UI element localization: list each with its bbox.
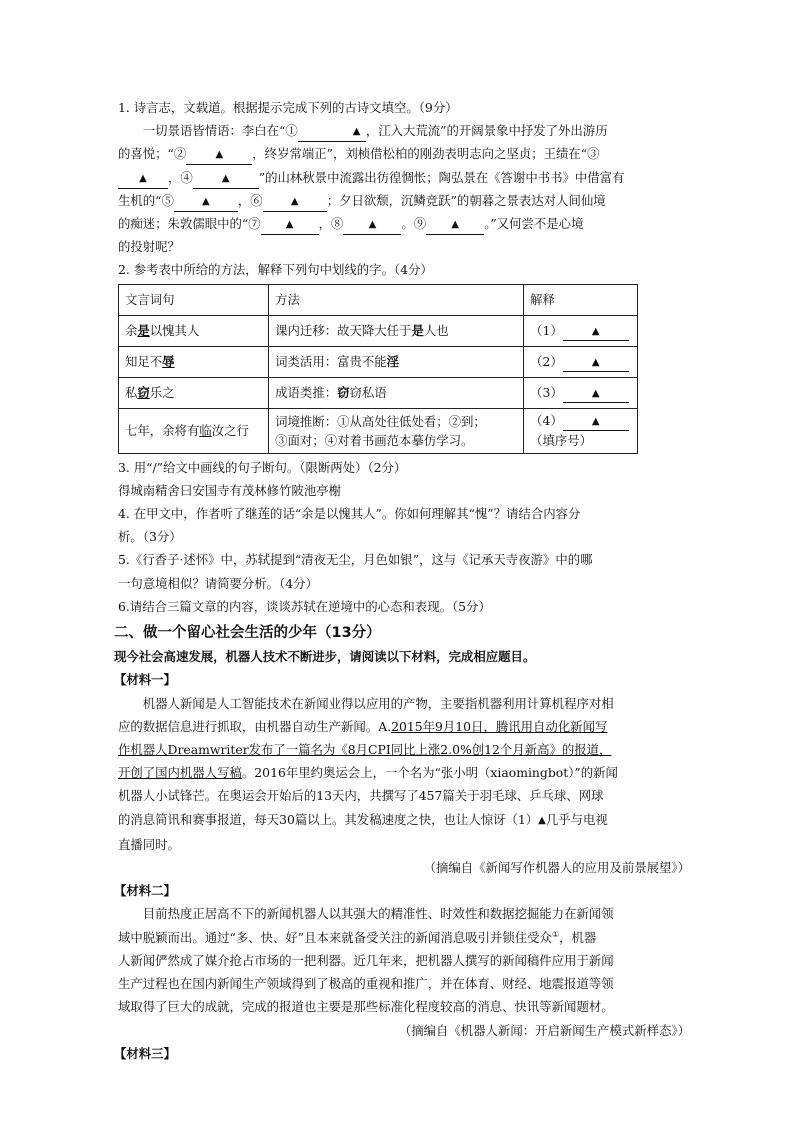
blank-3[interactable]: ▲ — [118, 170, 168, 189]
table-cell: （4） ▲ （填序号） — [524, 408, 638, 453]
exam-page — [114, 96, 690, 1065]
q1-line: 的喜悦；“② ▲ ，终岁常端正”，刘桢借松柏的刚劲表明志向之坚贞；王绩在“③ — [118, 142, 678, 165]
table-cell: （3） ▲ — [524, 377, 638, 408]
answer-blank[interactable]: ▲ — [563, 355, 629, 372]
material-label: 【材料三】 — [114, 1045, 176, 1061]
q3-text: 得城南精舍曰安国寺有茂林修竹陂池亭榭 — [118, 482, 342, 498]
q1-line: 的痴迷；朱敦儒眼中的“⑦ ▲ ，⑧ ▲ 。⑨ ▲ 。”又何尝不是心境 — [118, 212, 678, 235]
material-label: 【材料二】 — [114, 883, 176, 899]
footnote-mark: ① — [551, 929, 560, 939]
table-row — [119, 315, 638, 346]
blank-6[interactable]: ▲ — [263, 193, 327, 212]
table-cell: 余是以愧其人 — [119, 315, 269, 346]
section-intro: 现今社会高速发展，机器人技术不断进步，请阅读以下材料，完成相应题目。 — [114, 649, 536, 665]
blank-9[interactable]: ▲ — [426, 216, 484, 235]
answer-blank[interactable]: ▲ — [563, 386, 629, 403]
q1-line: 一切景语皆情语：李白在“① ▲ ，江入大荒流”的开阔景象中抒发了外出游历 — [118, 119, 678, 142]
blank-4[interactable]: ▲ — [193, 170, 259, 189]
material-source: （摘编自《机器人新闻：开启新闻生产模式新样态》） — [398, 1022, 690, 1038]
blank-5[interactable]: ▲ — [174, 193, 238, 212]
material-source: （摘编自《新闻写作机器人的应用及前景展望》） — [423, 860, 690, 876]
q5-line: 5.《行香子·述怀》中，苏轼提到“清夜无尘，月色如银”，这与《记承天寺夜游》中的哪 — [118, 552, 593, 568]
blank-1[interactable]: ▲ — [298, 123, 366, 142]
answer-blank[interactable]: ▲ — [538, 814, 546, 826]
table-cell: 词类活用：富贵不能淫 — [269, 346, 524, 377]
table-cell: （1） ▲ — [524, 315, 638, 346]
q4-line: 析。（3分） — [118, 529, 182, 545]
table-cell: 词境推断：①从高处往低处看；②到； ③面对；④对着书画范本摹仿学习。 — [269, 408, 524, 453]
material-line: 应的数据信息进行抓取，由机器自动生产新闻。A.2015年9月10日，腾讯用自动化新闻写 — [118, 718, 608, 734]
material-line: 人新闻俨然成了媒介抢占市场的一把利器。近几年来，把机器人撰写的新闻稿件应用于新闻 — [118, 952, 614, 968]
q2-table — [118, 284, 638, 454]
table-cell: （2） ▲ — [524, 346, 638, 377]
material-line: 机器人新闻是人工智能技术在新闻业得以应用的产物，主要指机器利用计算机程序对相 — [142, 695, 614, 711]
table-row — [119, 408, 638, 453]
table-cell: 七年，余将有临汝之行 — [119, 408, 269, 453]
section-title: 二、做一个留心社会生活的少年（13分） — [114, 625, 381, 642]
table-header-row — [119, 284, 638, 315]
material-label: 【材料一】 — [114, 672, 176, 688]
q3-heading: 3. 用“/”给文中画线的句子断句。（限断两处）（2分） — [118, 459, 407, 475]
table-header: 解释 — [524, 284, 638, 315]
table-cell: 成语类推：窃窃私语 — [269, 377, 524, 408]
table-row — [119, 346, 638, 377]
blank-8[interactable]: ▲ — [343, 216, 401, 235]
material-line: 目前热度正居高不下的新闻机器人以其强大的精准性、时效性和数据挖掘能力在新闻领 — [142, 906, 614, 922]
material-line: 域取得了巨大的成就，完成的报道也主要是那些标准化程度较高的消息、快讯等新闻题材。 — [118, 999, 614, 1015]
material-line: 域中脱颖而出。通过“多、快、好”且本来就备受关注的新闻消息吸引并锁住受众①，机器 — [118, 929, 597, 945]
material-line: 的消息简讯和赛事报道，每天30篇以上。其发稿速度之快，也让人惊讶（1）▲几乎与电视 — [118, 811, 608, 827]
material-line: 开创了国内机器人写稿。2016年里约奥运会上，一个名为“张小明（xiaomingbot）”的新闻 — [118, 765, 618, 781]
material-line: 作机器人Dreamwriter发布了一篇名为《8月CPI同比上涨2.0%创12个月新高》的报道， — [118, 742, 612, 758]
q1-heading: 1. 诗言志，文载道。根据提示完成下列的古诗文填空。（9分） — [118, 100, 458, 115]
q1-line: 生机的“⑤ ▲ ，⑥ ▲ ；夕日欲颓，沉鳞竞跃”的朝暮之景表达对人间仙境 — [118, 189, 678, 212]
blank-7[interactable]: ▲ — [261, 216, 319, 235]
blank-2[interactable]: ▲ — [186, 146, 252, 165]
table-cell: 课内迁移：故天降大任于是人也 — [269, 315, 524, 346]
table-header: 文言词句 — [119, 284, 269, 315]
q2-heading: 2. 参考表中所给的方法，解释下列句中划线的字。（4分） — [118, 262, 433, 278]
answer-blank[interactable]: ▲ — [563, 414, 629, 431]
material-line: 直播同时。 — [118, 836, 180, 852]
table-row — [119, 377, 638, 408]
q1-line: ▲ ，④ ▲ ”的山林秋景中流露出彷徨惆怅；陶弘景在《答谢中书书》中借富有 — [118, 166, 678, 189]
table-header: 方法 — [269, 284, 524, 315]
table-cell: 私窃乐之 — [119, 377, 269, 408]
q5-line: 一句意境相似？请简要分析。（4分） — [118, 575, 318, 591]
material-line: 机器人小试锋芒。在奥运会开始后的13天内，共撰写了457篇关于羽毛球、乒乓球、网球 — [118, 788, 604, 804]
q4-line: 4. 在甲文中，作者听了继莲的话“余是以愧其人”。你如何理解其“愧”？请结合内容分 — [118, 506, 581, 522]
material-line: 生产过程也在国内新闻生产领域得到了极高的重视和推广，并在体育、财经、地震报道等领 — [118, 976, 614, 992]
q1-line: 的投射呢？ — [118, 239, 180, 255]
q6-line: 6.请结合三篇文章的内容，谈谈苏轼在逆境中的心态和表现。（5分） — [118, 598, 491, 614]
answer-blank[interactable]: ▲ — [563, 324, 629, 341]
table-cell: 知足不辱 — [119, 346, 269, 377]
